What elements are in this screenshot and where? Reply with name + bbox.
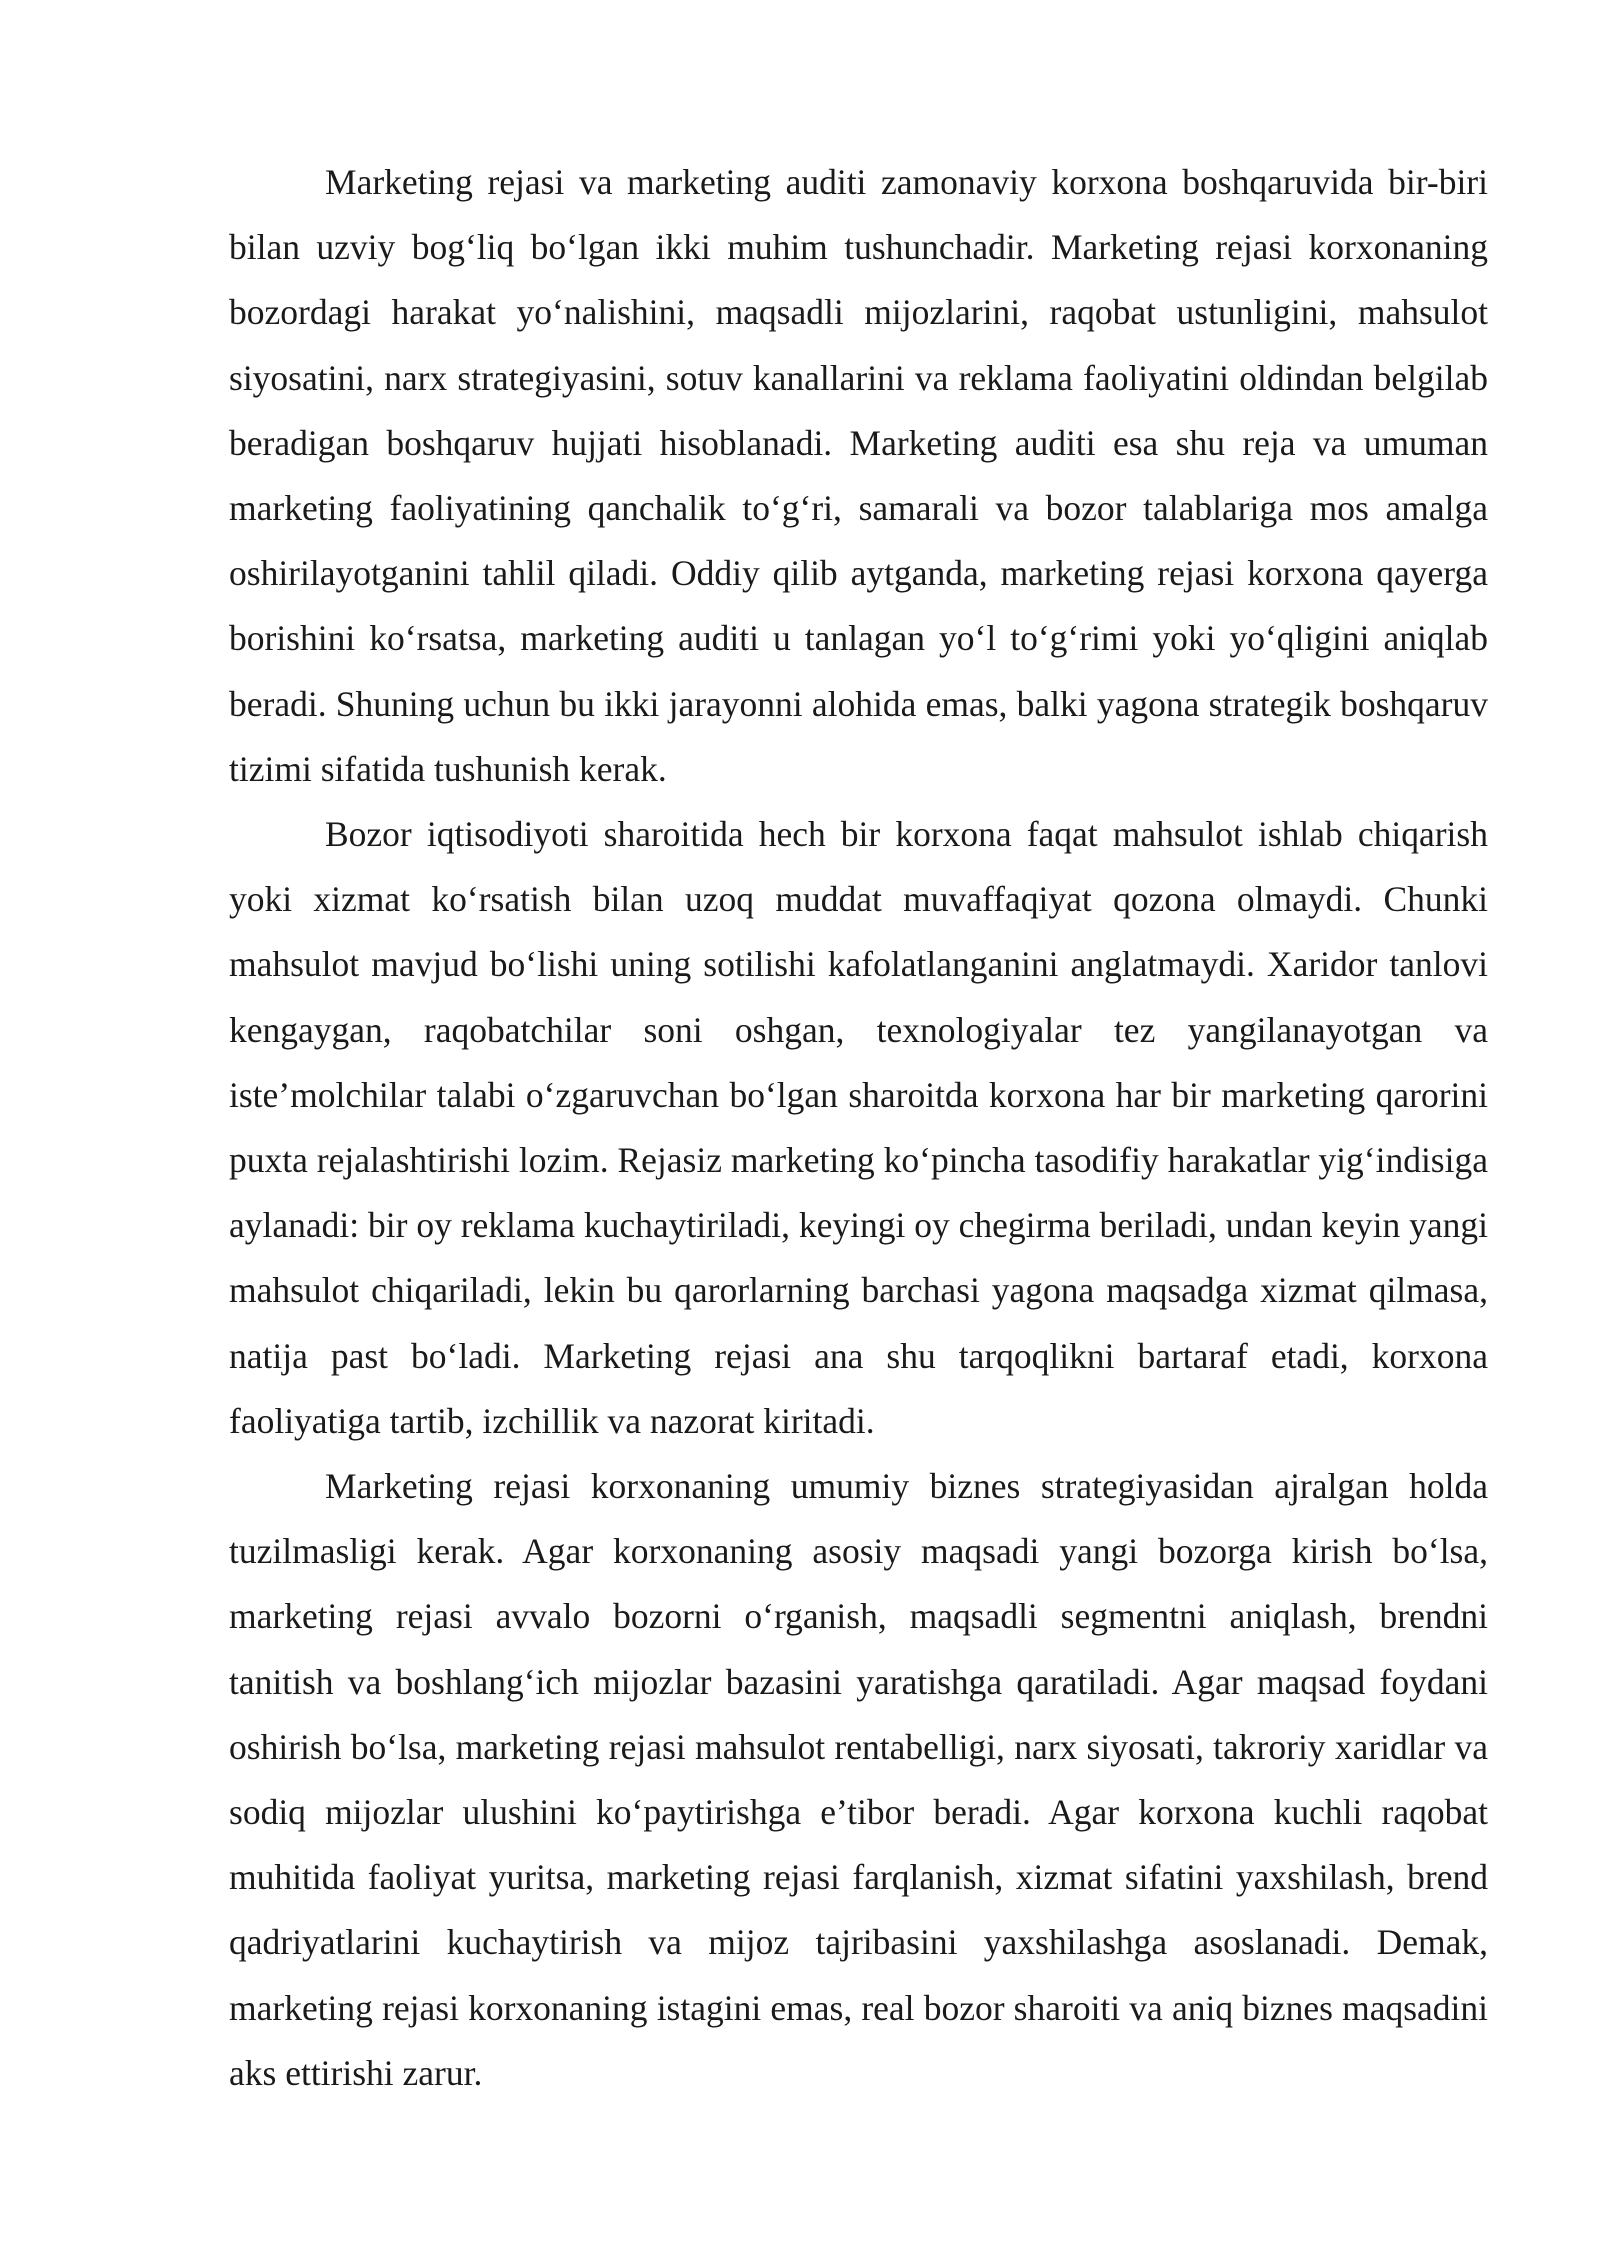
paragraph-2: Bozor iqtisodiyoti sharoitida hech bir korxona faqat mahsulot ishlab chiqarish yoki xizmat ko‘rsatish bilan uzoq muddat muvaffaqiyat qozona olmaydi. Chunki mahsulot mavjud bo‘lishi uning sotilishi kafolatlanganini anglatmaydi. Xaridor tanlovi kengaygan, raqobatchilar soni oshgan, texnologiyalar tez yangilanayotgan va iste’molchilar talabi o‘zgaruvchan bo‘lgan sharoitda korxona har bir marketing qarorini puxta rejalashtirishi lozim. Rejasiz marketing ko‘pincha tasodifiy harakatlar yig‘indisiga aylanadi: bir oy reklama kuchaytiriladi, keyingi oy chegirma beriladi, undan keyin yangi mahsulot chiqariladi, lekin bu qarorlarning barchasi yagona maqsadga xizmat qilmasa, natija past bo‘ladi. Marketing rejasi ana shu tarqoqlikni bartaraf etadi, korxona faoliyatiga tartib, izchillik va nazorat kiritadi. <box>229 814 1488 1441</box>
paragraph-1: Marketing rejasi va marketing auditi zamonaviy korxona boshqaruvida bir-biri bilan uzviy bog‘liq bo‘lgan ikki muhim tushunchadir. Marketing rejasi korxonaning bozordagi harakat yo‘nalishini, maqsadli mijozlarini, raqobat ustunligini, mahsulot siyosatini, narx strategiyasini, sotuv kanallarini va reklama faoliyatini oldindan belgilab beradigan boshqaruv hujjati hisoblanadi. Marketing auditi esa shu reja va umuman marketing faoliyatining qanchalik to‘g‘ri, samarali va bozor talablariga mos amalga oshirilayotganini tahlil qiladi. Oddiy qilib aytganda, marketing rejasi korxona qayerga borishini ko‘rsatsa, marketing auditi u tanlagan yo‘l to‘g‘rimi yoki yo‘qligini aniqlab beradi. Shuning uchun bu ikki jarayonni alohida emas, balki yagona strategik boshqaruv tizimi sifatida tushunish kerak. <box>229 162 1488 789</box>
document-body <box>229 150 1488 2106</box>
paragraph-3: Marketing rejasi korxonaning umumiy biznes strategiyasidan ajralgan holda tuzilmasligi kerak. Agar korxonaning asosiy maqsadi yangi bozorga kirish bo‘lsa, marketing rejasi avvalo bozorni o‘rganish, maqsadli segmentni aniqlash, brendni tanitish va boshlang‘ich mijozlar bazasini yaratishga qaratiladi. Agar maqsad foydani oshirish bo‘lsa, marketing rejasi mahsulot rentabelligi, narx siyosati, takroriy xaridlar va sodiq mijozlar ulushini ko‘paytirishga e’tibor beradi. Agar korxona kuchli raqobat muhitida faoliyat yuritsa, marketing rejasi farqlanish, xizmat sifatini yaxshilash, brend qadriyatlarini kuchaytirish va mijoz tajribasini yaxshilashga asoslanadi. Demak, marketing rejasi korxonaning istagini emas, real bozor sharoiti va aniq biznes maqsadini aks ettirishi zarur. <box>229 1466 1488 2093</box>
